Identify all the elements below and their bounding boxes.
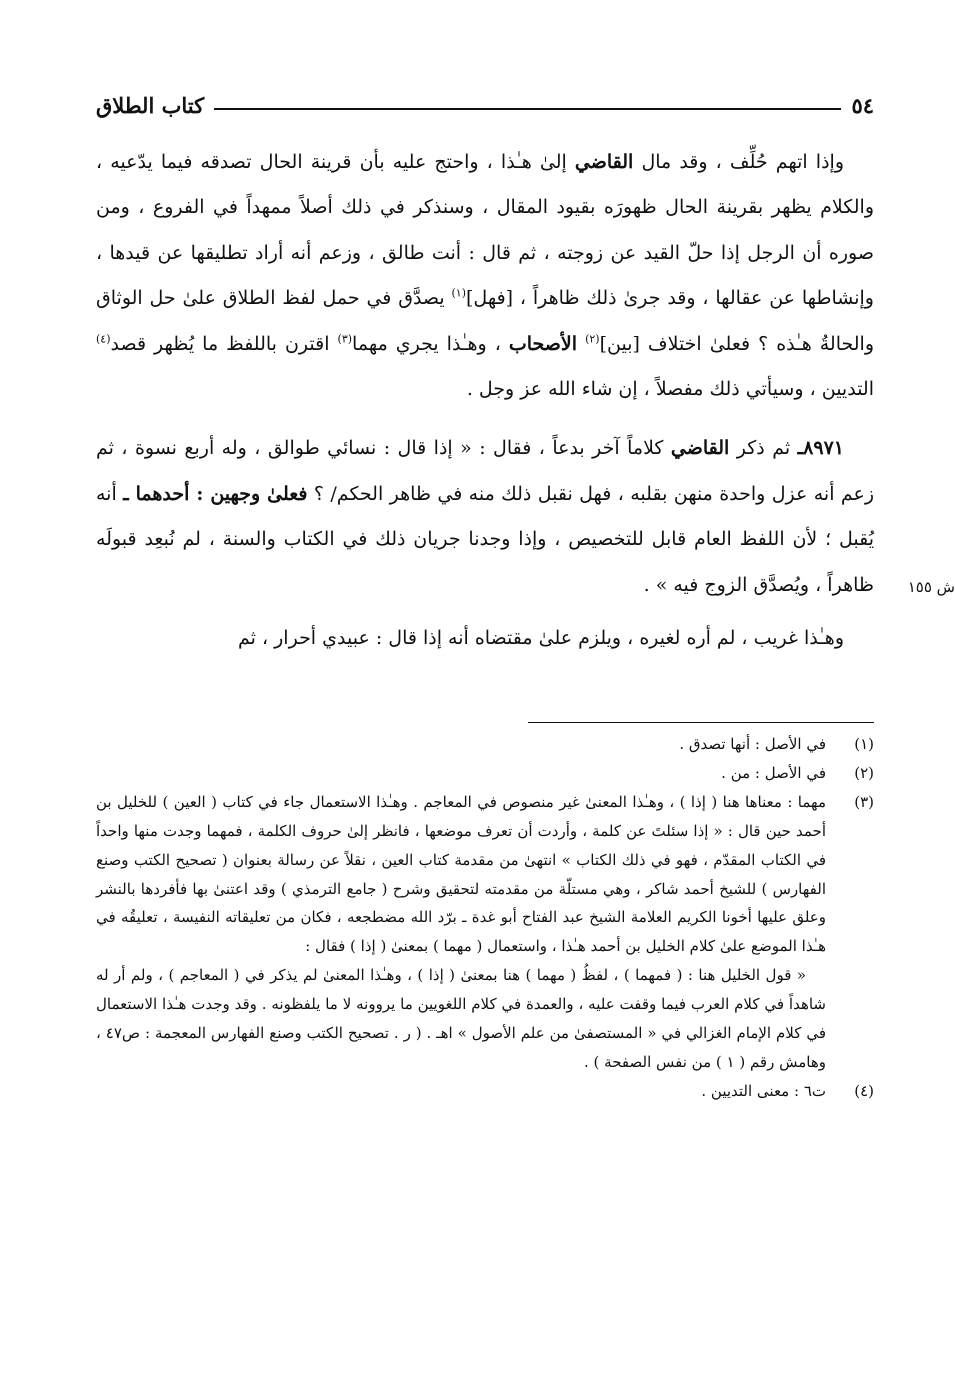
- footnote-text: في الأصل : أنها تصدق .: [679, 735, 826, 753]
- page-header: [96, 82, 874, 118]
- footnote-number: (٢): [854, 763, 874, 782]
- paragraph-3: وهـٰذا غريب ، لم أره لغيره ، ويلزم علىٰ مقتضاه أنه إذا قال : عبيدي أحرار ، ثم: [237, 627, 844, 650]
- bold-term: فعلىٰ وجهين : أحدهما ـ: [123, 482, 308, 505]
- footnote-text: ت٦ : معنى التديين .: [701, 1081, 826, 1100]
- main-text: [96, 140, 874, 661]
- bold-term: الأصحاب: [508, 332, 578, 355]
- footnote-ref-3[interactable]: (٣): [337, 332, 353, 346]
- footnote-separator: [528, 722, 874, 723]
- footnote-number: (٣): [854, 792, 874, 811]
- bold-term: القاضي: [574, 151, 634, 173]
- footnote-text: مهما : معناها هنا ( إذا ) ، وهـٰذا المعنىٰ غير منصوص في المعاجم . وهـٰذا الاستعمال جاء في كتاب ( العين ) للخليل بن أحمد حين قال : « إذا سئلتَ عن كلمة ، وأردت أن تعرف موضعها ، فانظر إلىٰ حروف الكلمة ، فمهما وجدت منها واحداً في الكتاب المقدّم ، فهو في ذلك الكتاب » انتهىٰ من مقدمة كتاب العين ، نقلاً عن رسالة بعنوان ( تصحيح الكتب وصنع الفهارس ) للشيخ أحمد شاكر ، وهي مستلّة من مقدمته لتحقيق وشرح ( جامع الترمذي ) وقد اعتنىٰ بها فأفردها بالنشر وعلق عليها أخونا الكريم العلامة الشيخ عبد الفتاح أبو غدة ـ برّد الله مضطجعه ، فكان من تعليقاته النفيسة ، تعليقُه في هـٰذا الموضع علىٰ كلام الخليل بن أحمد هـٰذا ، واستعمال ( مهما ) بمعنىٰ ( إذا ) فقال :: [96, 792, 826, 956]
- paragraph-1: [96, 140, 874, 412]
- footnote-ref-2[interactable]: (٢): [585, 332, 600, 346]
- footnote-4: [96, 1077, 874, 1106]
- footnotes: [96, 730, 874, 1106]
- text-run: ، وهـٰذا يجري مهما: [352, 332, 509, 355]
- footnote-3: [96, 788, 874, 1077]
- issue-number: ٨٩٧١ـ: [797, 437, 844, 460]
- text-run: أنه يُقبل ؛ لأن اللفظ العام قابل للتخصيص ، وإذا وجدنا جريان ذلك في الكتاب والسنة ، لم نُبعِد قبولَه ظاهراً ، ويُصدَّق الزوج فيه » .: [96, 482, 874, 596]
- footnote-quote: « قول الخليل هنا : ( فمهما ) ، لفظُ ( مهما ) هنا بمعنىٰ ( إذا ) ، وهـٰذا المعنىٰ لم يذكر في ( المعاجم ) ، ولم أر له شاهداً في كلام العرب فيما وقفت عليه ، والعمدة في كلام اللغويين ما يروونه لا ما يلفظونه . وقد وجدت هـٰذا الاستعمال في كلام الإمام الغزالي في « المستصفىٰ من علم الأصول » اهـ . ( ر . تصحيح الكتب وصنع الفهارس المعجمة : ص٤٧ ، وهامش رقم ( ١ ) من نفس الصفحة ) .: [96, 966, 827, 1071]
- footnote-ref-1[interactable]: (١): [451, 286, 467, 300]
- text-run: [577, 333, 585, 355]
- header-rule: [214, 108, 841, 110]
- footnote-2: [96, 759, 874, 788]
- text-run: التديين ، وسيأتي ذلك مفصلاً ، إن شاء الله عز وجل .: [466, 378, 874, 401]
- text-run: يصدَّق في حمل لفظ الطلاق علىٰ حل الوثاق والحالةُ هـٰذه ؟ فعلىٰ اختلاف [بين]: [96, 287, 874, 355]
- margin-folio-note: ش ١٥٥: [907, 578, 955, 596]
- bold-term: القاضي: [670, 437, 730, 460]
- text-run: ثم ذكر: [729, 437, 798, 460]
- footnote-number: (٤): [854, 1081, 874, 1100]
- text-run: اقترن باللفظ ما يُظهر قصد: [110, 332, 338, 355]
- text-run: وإذا اتهم حُلِّف ، وقد مال: [633, 151, 844, 173]
- footnote-body: [96, 788, 826, 1077]
- footnote-text: في الأصل : من .: [721, 763, 826, 782]
- footnote-1: [96, 730, 874, 759]
- footnote-number: (١): [854, 735, 874, 753]
- text-run: كلاماً آخر بدعاً ، فقال : « إذا قال : نسائي طوالق ، وله أربع نسوة ، ثم زعم أنه عزل واحدة منهن بقلبه ، فهل نقبل ذلك منه في ظاهر الحكم/ ؟: [96, 437, 874, 505]
- chapter-title: كتاب الطلاق: [96, 93, 205, 118]
- footnote-ref-4[interactable]: (٤): [96, 332, 111, 346]
- page-number: ٥٤: [851, 93, 874, 118]
- paragraph-2: [96, 426, 874, 608]
- text-run: إلىٰ هـٰذا ، واحتج عليه بأن قرينة الحال تصدقه فيما يدّعيه ، والكلام يظهر بقرينة الحال ظهورَه بقيود المقال ، وسنذكر في ذلك أصلاً ممهداً في الفروع ، ومن صوره أن الرجل إذا حلّ القيد عن زوجته ، ثم قال : أنت طالق ، وزعم أنه أراد تطليقها عن قيدها ، وإنشاطها عن عقالها ، وقد جرىٰ ذلك ظاهراً ، [فهل]: [96, 151, 874, 310]
